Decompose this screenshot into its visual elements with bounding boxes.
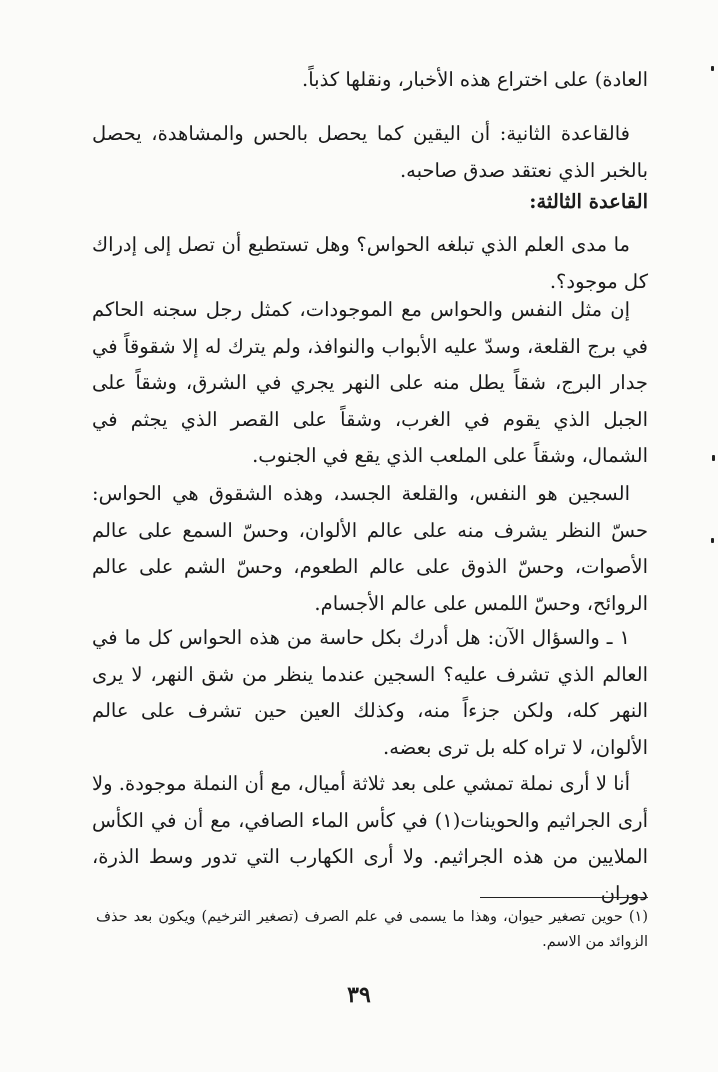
paragraph-continuation: العادة) على اختراع هذه الأخبار، ونقلها كذباً. xyxy=(302,68,648,91)
paragraph-ant-example: أنا لا أرى نملة تمشي على بعد ثلاثة أميال، مع أن النملة موجودة. ولا أرى الجراثيم والحوينات(١) في كأس الماء الصافي، مع أن في الكأس الملايين من هذه الجراثيم. ولا أرى الكهارب التي تدور وسط الذرة، دوران xyxy=(92,772,648,905)
footnote: (١) حوين تصغير حيوان، وهذا ما يسمى في علم الصرف (تصغير الترخيم) ويكون بعد حذف الزوائد من الاسم. xyxy=(96,909,648,950)
margin-speck xyxy=(711,538,714,543)
margin-speck xyxy=(711,66,714,71)
page-number: ٣٩ xyxy=(347,982,371,1008)
margin-speck xyxy=(712,455,715,461)
paragraph-prison-analogy: إن مثل النفس والحواس مع الموجودات، كمثل رجل سجنه الحاكم في برج القلعة، وسدّ عليه الأبواب والنوافذ، ولم يترك له إلا شقوقاً في جدار البرج، شقاً يطل منه على النهر يجري في الشرق، وشقاً على الجبل الذي يقوم في الغرب، وشقاً على القصر الذي يجثم في الشمال، وشقاً على الملعب الذي يقع في الجنوب. xyxy=(92,298,648,467)
section-heading: القاعدة الثالثة: xyxy=(529,190,648,213)
paragraph-second-rule: فالقاعدة الثانية: أن اليقين كما يحصل بالحس والمشاهدة، يحصل بالخبر الذي نعتقد صدق صاحبه. xyxy=(92,122,648,182)
paragraph-question-one: ١ ـ والسؤال الآن: هل أدرك بكل حاسة من هذه الحواس كل ما في العالم الذي تشرف عليه؟ السجين عندما ينظر من شق النهر، لا يرى النهر كله، ولكن جزءاً منه، وكذلك العين حين تشرف على عالم الألوان، لا تراه كله بل ترى بعضه. xyxy=(92,626,648,759)
paragraph-question: ما مدى العلم الذي تبلغه الحواس؟ وهل تستطيع أن تصل إلى إدراك كل موجود؟. xyxy=(92,233,648,293)
footnote-divider xyxy=(480,897,648,898)
paragraph-senses: السجين هو النفس، والقلعة الجسد، وهذه الشقوق هي الحواس: حسّ النظر يشرف منه على عالم الألوان، وحسّ السمع على عالم الأصوات، وحسّ الذوق على عالم الطعوم، وحسّ الشم على عالم الروائح، وحسّ اللمس على عالم الأجسام. xyxy=(92,482,648,615)
